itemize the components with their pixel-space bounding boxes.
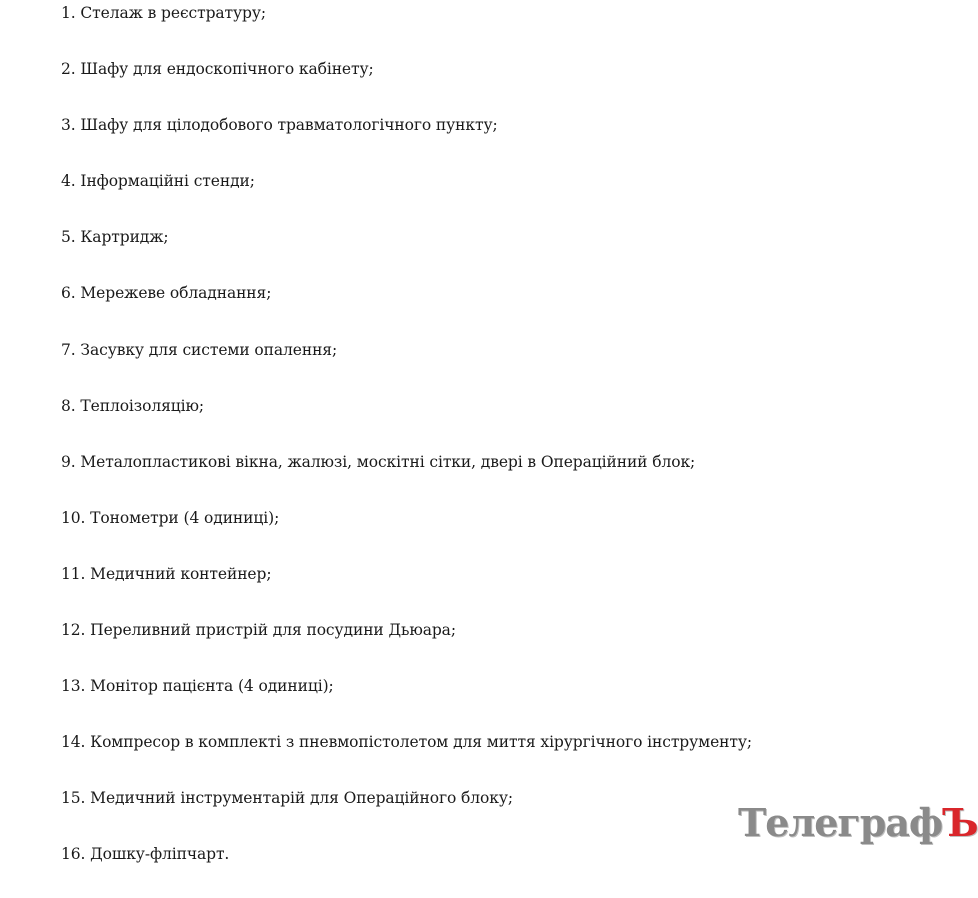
list-item: 14. Компресор в комплекті з пневмопістолетом для миття хірургічного інструменту; — [61, 733, 753, 752]
watermark-accent-letter: Ъ — [942, 800, 978, 845]
list-item: 11. Медичний контейнер; — [61, 564, 272, 583]
article-body — [61, 0, 941, 898]
watermark-main-text: Телеграф — [738, 800, 943, 845]
list-item: 3. Шафу для цілодобового травматологічного пункту; — [61, 116, 498, 135]
list-item: 1. Стелаж в реєстратуру; — [61, 4, 267, 22]
list-item: 10. Тонометри (4 одиниці); — [61, 508, 280, 527]
list-item: 6. Мережеве обладнання; — [61, 284, 272, 303]
list-item: 8. Теплоізоляцію; — [61, 396, 205, 415]
list-item: 13. Монітор пацієнта (4 одиниці); — [61, 677, 334, 696]
list-item: 9. Металопластикові вікна, жалюзі, москітні сітки, двері в Операційний блок; — [61, 452, 696, 471]
list-item: 7. Засувку для системи опалення; — [61, 340, 338, 359]
list-item: 16. Дошку-фліпчарт. — [61, 845, 230, 864]
list-item: 15. Медичний інструментарій для Операційного блоку; — [61, 789, 513, 808]
list-item: 4. Інформаційні стенди; — [61, 172, 255, 191]
list-item: 5. Картридж; — [61, 228, 169, 247]
telegraf-watermark-logo — [738, 798, 978, 848]
list-item: 2. Шафу для ендоскопічного кабінету; — [61, 60, 374, 79]
list-item: 12. Переливний пристрій для посудини Дьюара; — [61, 621, 456, 640]
